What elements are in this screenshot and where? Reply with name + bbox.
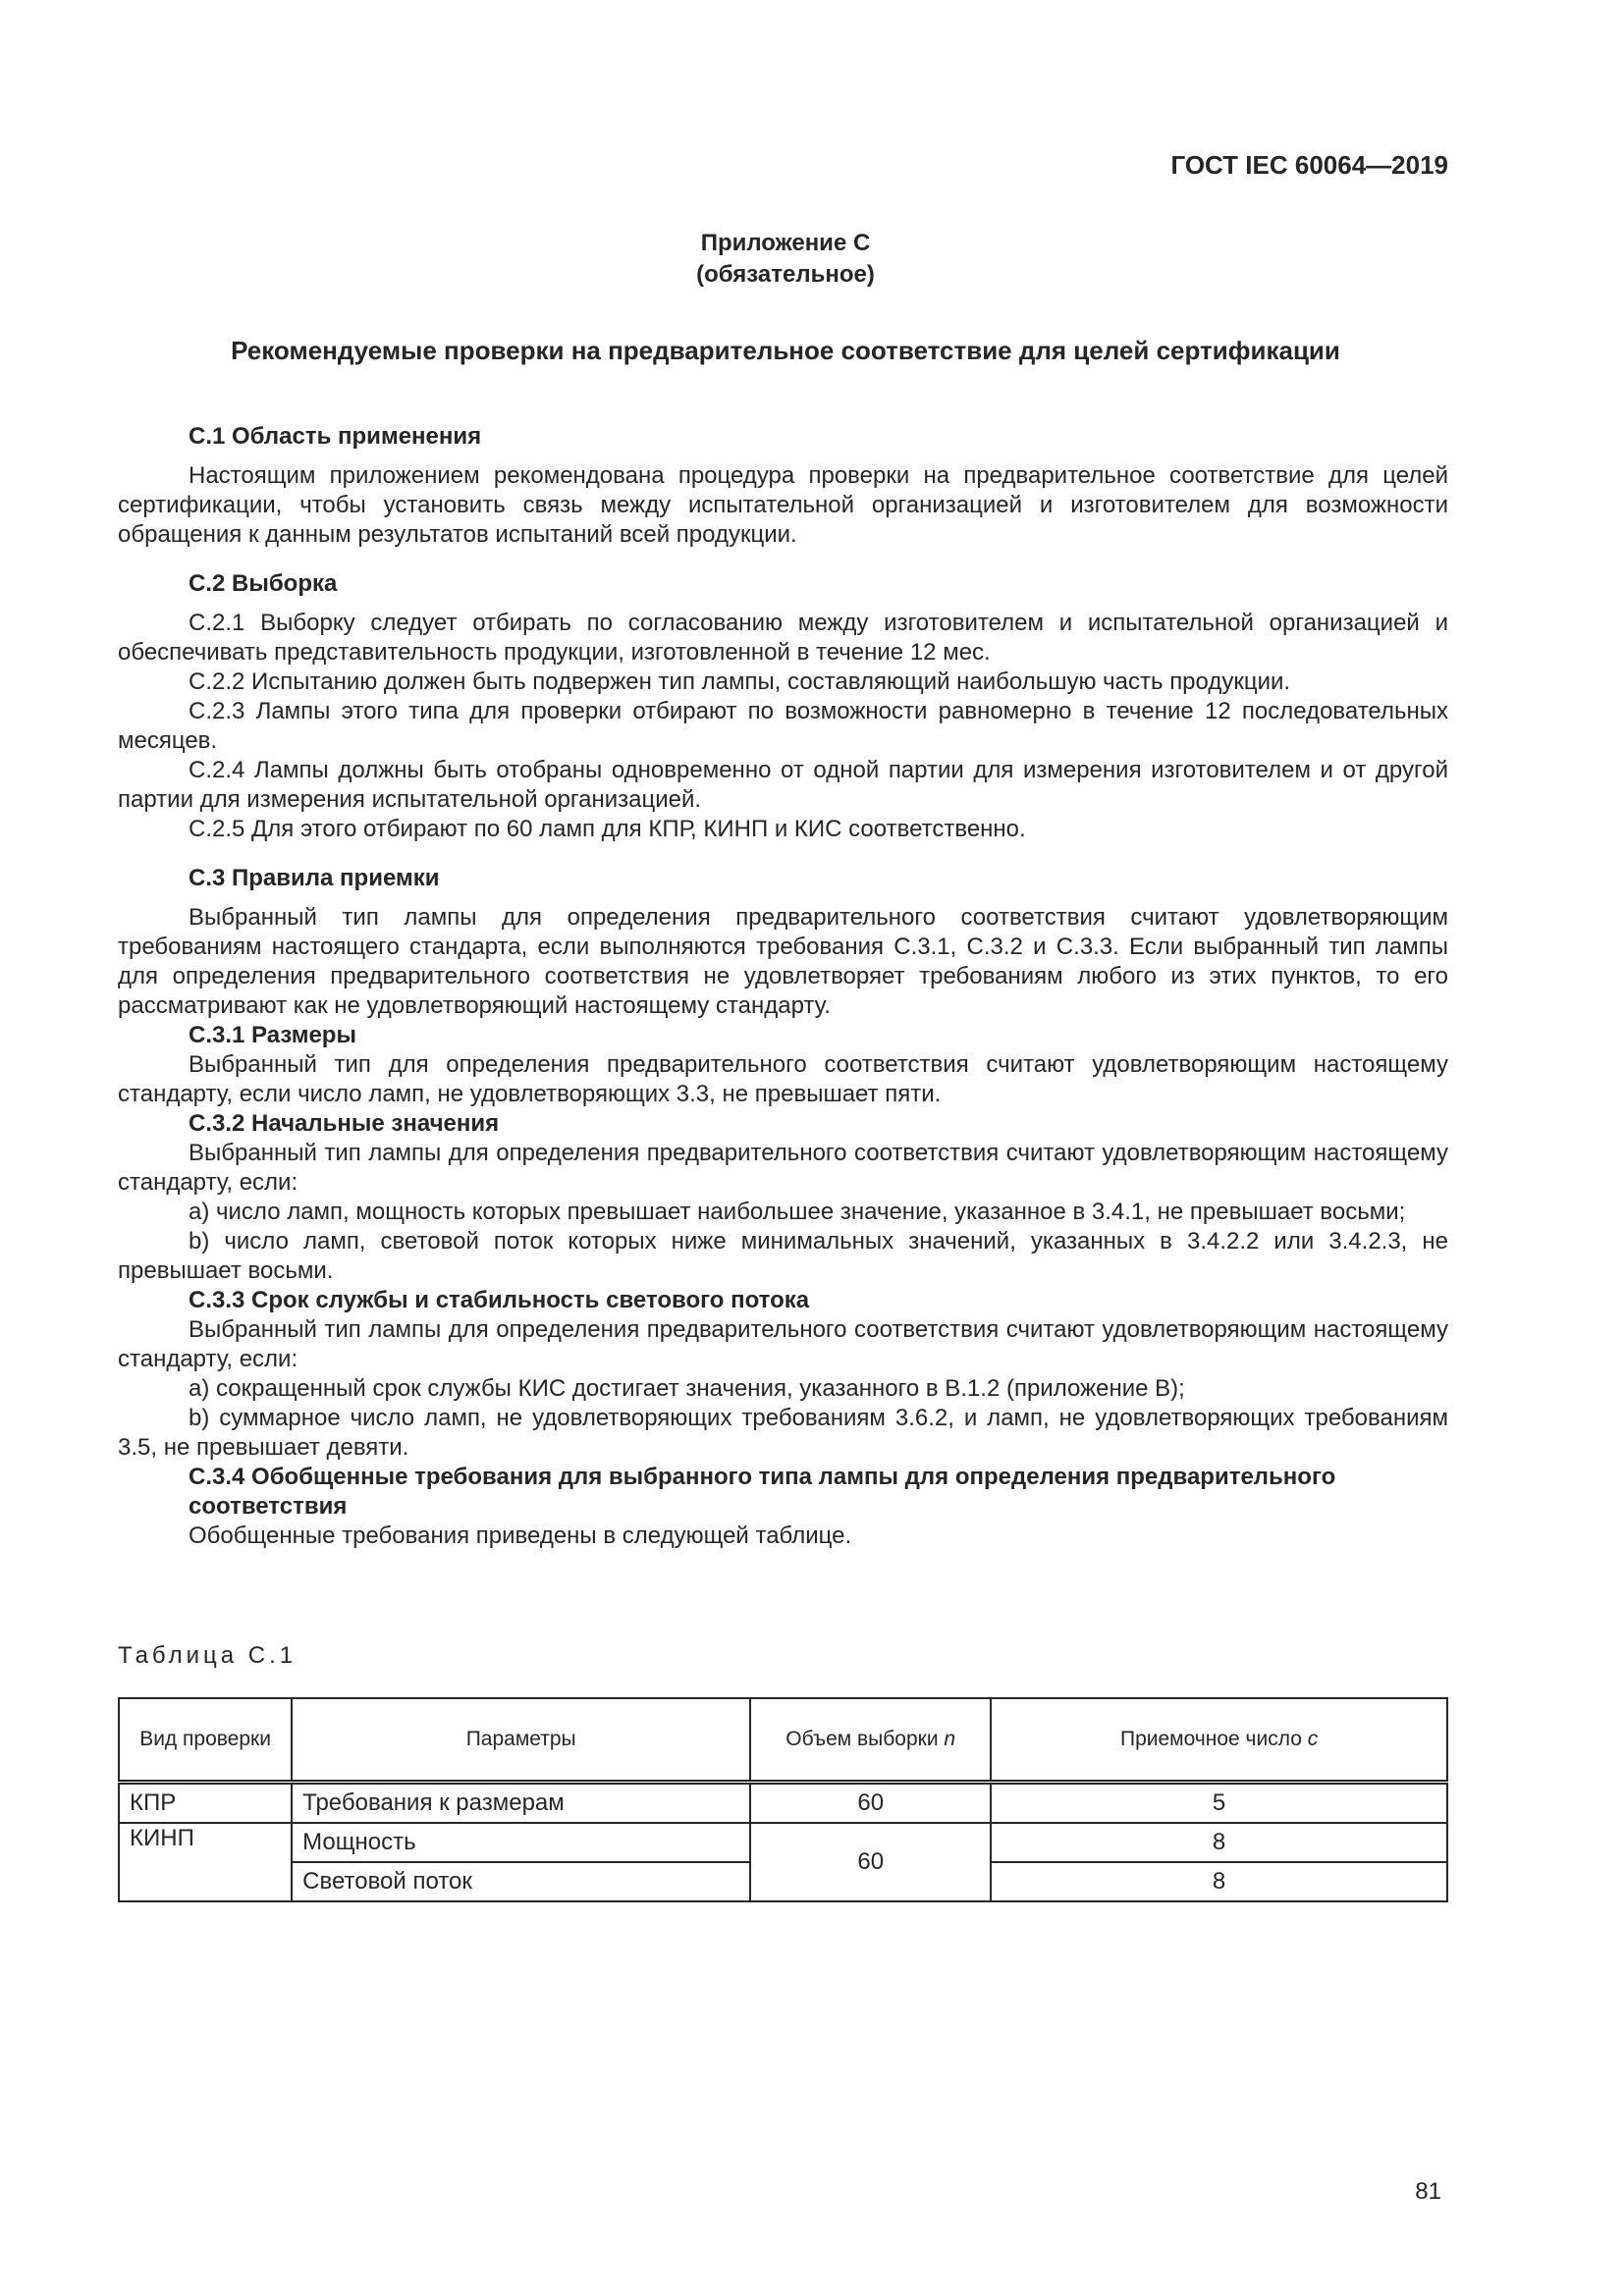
paragraph: С.2.3 Лампы этого типа для проверки отбирают по возможности равномерно в течение 12 последовательных месяцев. [118, 698, 1448, 754]
paragraph: Настоящим приложением рекомендована процедура проверки на предварительное соответствие для целей сертификации, чтобы установить связь между испытательной организацией и изготовителем для возможности обращения к данным результатов испытаний всей продукции. [118, 462, 1448, 548]
paragraph: С.2.1 Выборку следует отбирать по согласованию между изготовителем и испытательной организацией и обеспечивать представительность продукции, изготовленной в течение 12 мес. [118, 610, 1448, 666]
page-number: 81 [1415, 2178, 1441, 2205]
list-item: b) число ламп, световой поток которых ниже минимальных значений, указанных в 3.4.2.2 или 3.4.2.3, не превышает восьми. [118, 1228, 1448, 1284]
header-sample-size-var: n [944, 1728, 956, 1750]
subsection-heading: С.3.1 Размеры [189, 1022, 356, 1048]
subsection-heading: С.3.3 Срок службы и стабильность светового потока [189, 1287, 810, 1313]
paragraph: Выбранный тип лампы для определения предварительного соответствия считают удовлетворяющим настоящему стандарту, если: [118, 1140, 1448, 1196]
cell-check-type: КИНП [119, 1823, 292, 1901]
list-item: а) сокращенный срок службы КИС достигает значения, указанного в В.1.2 (приложение В); [189, 1375, 1185, 1402]
header-sample-size [750, 1698, 991, 1783]
cell-sample-size: 60 [750, 1823, 991, 1901]
cell-check-type: КПР [119, 1783, 292, 1824]
paragraph: Выбранный тип лампы для определения предварительного соответствия считают удовлетворяющим требованиям настоящего стандарта, если выполняются требования С.3.1, С.3.2 и С.3.3. Если выбранный тип лампы для определения предварительного соответствия не удовлетворяет требованиям любого из этих пунктов, то его рассматривают как не удовлетворяющий настоящему стандарту. [118, 904, 1448, 1019]
cell-acceptance-number: 8 [991, 1823, 1447, 1862]
header-acceptance-number [991, 1698, 1447, 1783]
table-header-row [119, 1698, 1447, 1783]
cell-parameter: Световой поток [292, 1862, 750, 1901]
list-item: а) число ламп, мощность которых превышает наибольшее значение, указанное в 3.4.1, не превышает восьми; [189, 1199, 1406, 1225]
paragraph: С.2.5 Для этого отбирают по 60 ламп для КПР, КИНП и КИС соответственно. [189, 816, 1026, 842]
paragraph: С.2.2 Испытанию должен быть подвержен тип лампы, составляющий наибольшую часть продукции. [189, 668, 1291, 695]
table-row [119, 1823, 1447, 1862]
cell-parameter: Мощность [292, 1823, 750, 1862]
header-check-type: Вид проверки [119, 1698, 292, 1783]
header-acceptance-text: Приемочное число [1119, 1728, 1308, 1750]
paragraph: Обобщенные требования приведены в следующей таблице. [189, 1522, 852, 1549]
annex-heading [0, 228, 1571, 291]
paragraph: Выбранный тип лампы для определения предварительного соответствия считают удовлетворяющим настоящему стандарту, если: [118, 1316, 1448, 1372]
header-sample-size-text: Объем выборки [785, 1728, 945, 1750]
paragraph: С.2.4 Лампы должны быть отобраны одновременно от одной партии для измерения изготовителем и от другой партии для измерения испытательной организацией. [118, 757, 1448, 813]
subsection-heading: С.3.4 Обобщенные требования для выбранного типа лампы для определения предварительного соответствия [189, 1464, 1336, 1520]
header-acceptance-var: c [1307, 1728, 1319, 1750]
section-heading: С.1 Область применения [189, 423, 482, 450]
cell-parameter: Требования к размерам [292, 1783, 750, 1824]
standard-code: ГОСТ IEC 60064—2019 [1170, 150, 1448, 180]
annex-title: Приложение С [700, 230, 871, 256]
header-parameters: Параметры [292, 1698, 750, 1783]
table-caption: Таблица С.1 [118, 1642, 298, 1669]
cell-acceptance-number: 8 [991, 1862, 1447, 1901]
cell-sample-size: 60 [750, 1783, 991, 1824]
section-heading: С.3 Правила приемки [189, 865, 440, 891]
acceptance-table [118, 1697, 1448, 1902]
table-row [119, 1783, 1447, 1824]
subsection-heading: С.3.2 Начальные значения [189, 1110, 500, 1137]
section-heading: С.2 Выборка [189, 570, 338, 597]
paragraph: Выбранный тип для определения предварительного соответствия считают удовлетворяющим настоящему стандарту, если число ламп, не удовлетворяющих 3.3, не превышает пяти. [118, 1051, 1448, 1107]
document-title: Рекомендуемые проверки на предварительное соответствие для целей сертификации [231, 336, 1340, 365]
annex-status: (обязательное) [696, 261, 875, 288]
cell-acceptance-number: 5 [991, 1783, 1447, 1824]
list-item: b) суммарное число ламп, не удовлетворяющих требованиям 3.6.2, и ламп, не удовлетворяющих требованиям 3.5, не превышает девяти. [118, 1405, 1448, 1461]
document-body [118, 422, 1448, 1551]
